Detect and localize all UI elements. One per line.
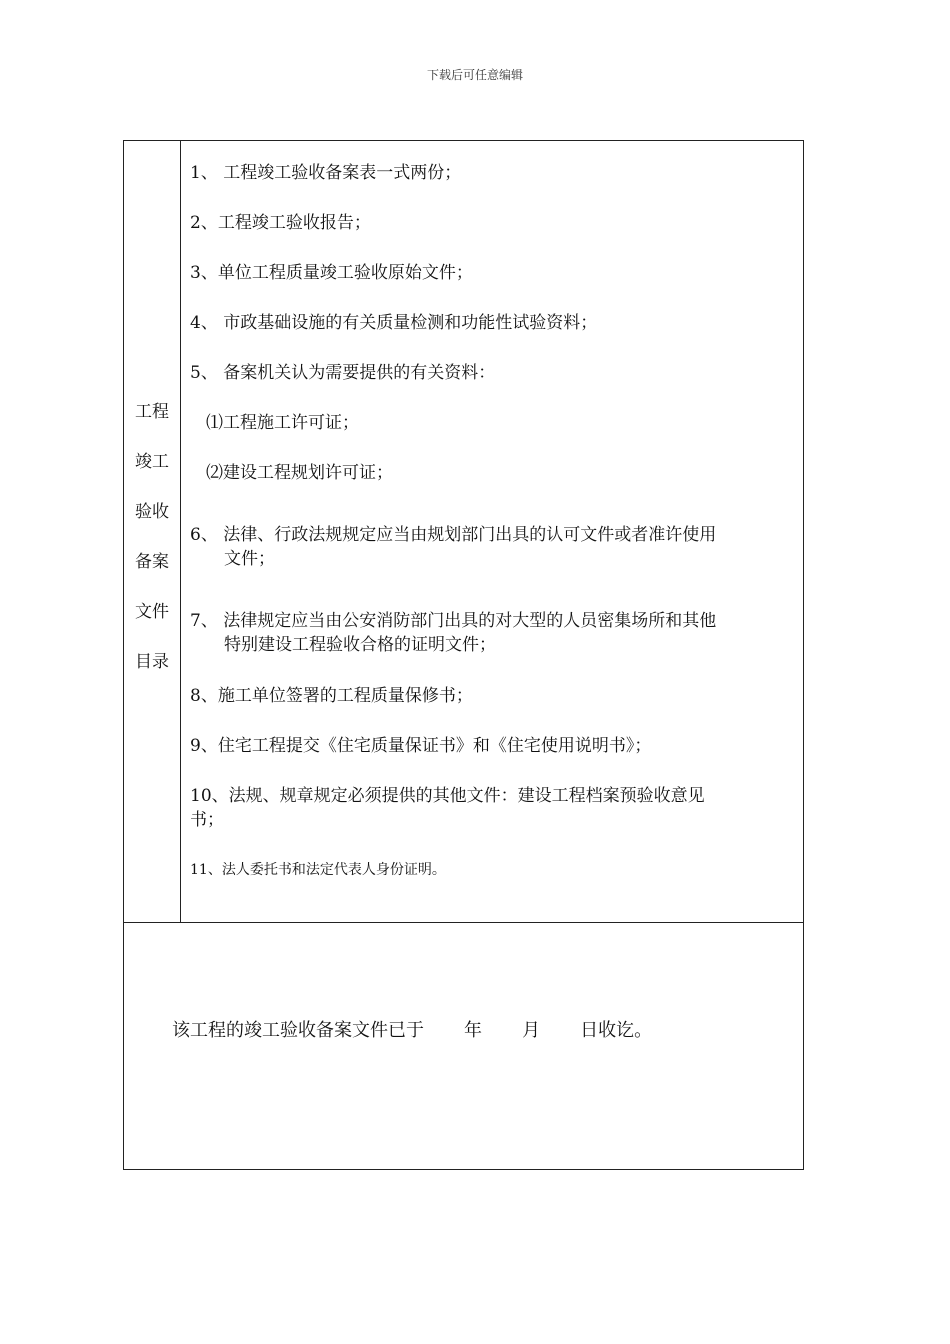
list-item-11: 11、法人委托书和法定代表人身份证明。 bbox=[190, 862, 446, 878]
list-item-4: 4、 市政基础设施的有关质量检测和功能性试验资料； bbox=[190, 313, 598, 333]
section-label-line-1: 工程 bbox=[135, 402, 169, 422]
section-label-column bbox=[124, 141, 181, 922]
list-subitem-2: ⑵建设工程规划许可证； bbox=[206, 463, 393, 483]
list-item-3: 3、单位工程质量竣工验收原始文件； bbox=[190, 263, 473, 283]
section-label-line-6: 目录 bbox=[135, 652, 169, 672]
section-label-line-2: 竣工 bbox=[135, 452, 169, 472]
receipt-section bbox=[124, 922, 803, 1169]
section-label-line-4: 备案 bbox=[135, 552, 169, 572]
list-item-8: 8、施工单位签署的工程质量保修书； bbox=[190, 686, 473, 706]
section-label-line-3: 验收 bbox=[135, 502, 169, 522]
list-item-5: 5、 备案机关认为需要提供的有关资料： bbox=[190, 363, 496, 383]
document-list-section bbox=[124, 141, 803, 923]
list-item-9: 9、住宅工程提交《住宅质量保证书》和《住宅使用说明书》； bbox=[190, 736, 652, 756]
list-item-7: 7、 法律规定应当由公安消防部门出具的对大型的人员密集场所和其他 特别建设工程验收合格的证明文件； bbox=[190, 611, 717, 655]
filing-document-table bbox=[123, 140, 804, 1170]
list-subitem-1: ⑴工程施工许可证； bbox=[206, 413, 359, 433]
list-item-10: 10、法规、规章规定必须提供的其他文件：建设工程档案预验收意见 书； bbox=[190, 786, 705, 830]
section-label-line-5: 文件 bbox=[135, 602, 169, 622]
receipt-statement: 该工程的竣工验收备案文件已于 年 月 日收讫。 bbox=[172, 1020, 653, 1041]
list-item-6: 6、 法律、行政法规规定应当由规划部门出具的认可文件或者准许使用 文件； bbox=[190, 525, 717, 569]
header-note: 下载后可任意编辑 bbox=[426, 68, 523, 82]
list-item-1: 1、 工程竣工验收备案表一式两份； bbox=[190, 163, 462, 183]
list-item-2: 2、工程竣工验收报告； bbox=[190, 213, 371, 233]
